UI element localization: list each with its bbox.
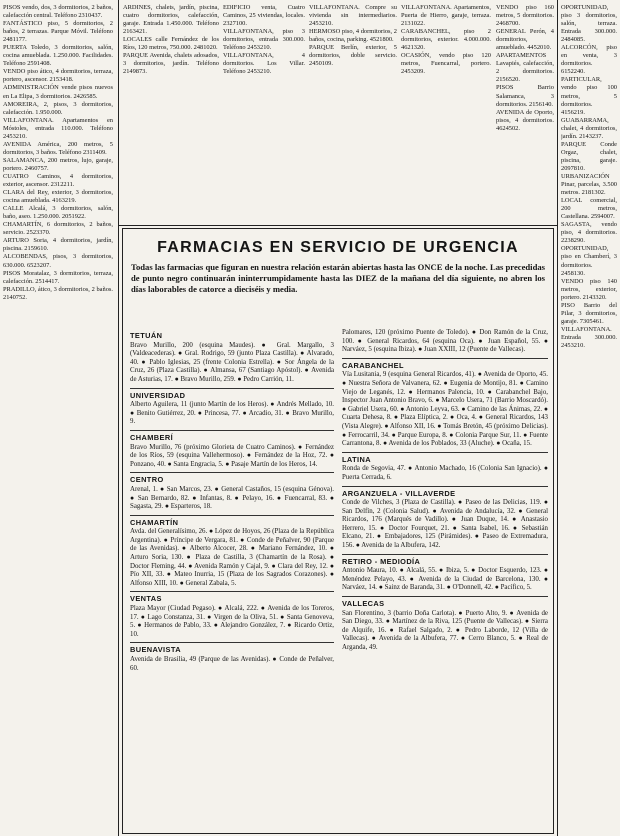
district-separator <box>342 554 548 555</box>
classifieds-column-far-right <box>561 4 617 832</box>
classified-ad: VILLAFONTANA. Entrada 300.000. 2453210. <box>561 325 617 349</box>
district-pharmacy-list: Bravo Murillo, 200 (esquina Maudes). ● Gral. Margallo, 3 (Valdeacederas). ● Gral. Rodrigo, 59 (junto Plaza Castilla). ● Alvarado, 40. ● Pablo Iglesias, 25 (frente Colonia Estrella). ● Sor Ángela de la Cruz, 26 (Plaza Castilla). ● Almansa, 67 (Santiago Apóstol). ● Avenida de Asturias, 17. ● Bravo Murillo, 259. ● Pedro Carrión, 11. <box>130 341 334 383</box>
district-heading: RETIRO - MEDIODÍA <box>342 556 421 566</box>
header-rule <box>119 225 557 226</box>
classified-ad: PARQUE Conde Orgaz, chalet, piscina, garaje. 2097810. <box>561 140 617 172</box>
classified-ad: FANTÁSTICO piso, 5 dormitorios, 2 baños, 2 terrazas. Parque Móvil. Teléfono 2481177. <box>3 20 113 44</box>
classified-ad: ALCOBENDAS, pisos, 3 dormitorios, 630.000. 6523207. <box>3 253 113 269</box>
classified-ad: ADMINISTRACIÓN vende pisos nuevos en La Elipa, 3 dormitorios. 2426585. <box>3 84 113 100</box>
classified-ad: OPORTUNIDAD, piso en Chamberí, 3 dormitorios. 2458130. <box>561 245 617 277</box>
classified-ad: APARTAMENTOS Lavapiés, calefacción, 2 dormitorios. 2156520. <box>496 52 554 84</box>
district-pharmacy-list: Palomares, 120 (próximo Puente de Toledo). ● Don Ramón de la Cruz, 100. ● General Ricardos, 64 (esquina Oca). ● Juan Español, 55. ● Narváez, 5 (esquina Ibiza). ● Juan XXIII, 12 (Puente de Vallecas). <box>342 329 548 354</box>
pharmacy-column-left <box>130 329 334 829</box>
classified-ad: VENDO piso 160 metros, 5 dormitorios. 2468700. <box>496 4 554 28</box>
classified-ad: URBANIZACIÓN Pinar, parcelas, 3.500 metros. 2181302. <box>561 172 617 197</box>
column-divider <box>557 0 558 836</box>
district-heading: CENTRO <box>130 475 164 485</box>
classifieds-column-far-left <box>3 4 113 832</box>
district-pharmacy-list: San Florentino, 3 (barrio Doña Carlota). ● Puerto Alto, 9. ● Avenida de San Diego, 33. ● Martínez de la Riva, 125 (Puente de Vallecas). ● Sierra de Alquife, 16. ● Rafael Salgado, 2. ● Pedro Laborde, 12 (Villa de Vallecas). ● Avenida de la Albufera, 77. ● Cerro Blanco, 5. ● Real de Arganda, 49. <box>342 609 548 651</box>
classified-ad: OCASIÓN, vendo piso 120 metros, Fuencarral, portero. 2453209. <box>401 52 491 76</box>
district-heading: ARGANZUELA - VILLAVERDE <box>342 488 456 498</box>
classified-ad: VILLAFONTANA, piso 3 dormitorios, entrada 300.000. Teléfono 2453210. <box>223 28 305 52</box>
classified-ad: CALLE Alcalá, 3 dormitorios, salón, baño, aseo. 1.250.000. 2051922. <box>3 205 113 221</box>
district-separator <box>130 642 334 643</box>
district-pharmacy-list: Arenal, 1. ● San Marcos, 23. ● General Castaños, 15 (esquina Génova). ● San Bernardo, 82. ● Infantas, 8. ● Pelayo, 16. ● Fuencarral, 83. ● Sagasta, 29. ● Esparteros, 18. <box>130 485 334 511</box>
classifieds-column-top-4 <box>401 4 491 222</box>
classified-ad: LOCAL comercial, 200 metros, Castellana. 2594007. <box>561 197 617 221</box>
classified-ad: PARQUE Avenida, chalets adosados, 3 dormitorios, jardín. Teléfono 2149873. <box>123 52 219 76</box>
classified-ad: PRADILLO, ático, 3 dormitorios, 2 baños. 2140752. <box>3 285 113 301</box>
district-separator <box>342 358 548 359</box>
district-pharmacy-list: Avda. del Generalísimo, 26. ● López de Hoyos, 26 (Plaza de la República Argentina). ● Príncipe de Vergara, 81. ● Conde de Peñalver, 90 (Parque de las Avenidas). ● Alberto Alcocer, 28. ● Mariano Fernández, 10. ● Arturo Soria, 130. ● Plaza de Castilla, 3 (Chamartín de la Rosa). ● Doctor Fleming, 44. ● Avenida Ramón y Cajal, 9. ● Clara del Rey, 12. ● Pío XII, 33. ● Mateo Inurria, 15 (Plaza de los Sagrados Corazones). ● Alfonso XIII, 10. ● General Zabala, 5. <box>130 528 334 587</box>
district-heading: LATINA <box>342 454 371 464</box>
classified-ad: HERMOSO piso, 4 dormitorios, 2 baños, cocina, parking. 4521800. <box>309 28 397 44</box>
classified-ad: PISOS Barrio Salamanca, 3 dormitorios. 2156140. <box>496 84 554 108</box>
classifieds-column-top-2 <box>223 4 305 222</box>
classifieds-column-top-1 <box>123 4 219 222</box>
classified-ad: OPORTUNIDAD, piso 3 dormitorios, salón, terraza. Entrada 300.000. 2484085. <box>561 4 617 44</box>
district-separator <box>342 452 548 453</box>
column-divider <box>118 0 119 836</box>
classifieds-column-top-3 <box>309 4 397 222</box>
classifieds-column-top-5 <box>496 4 554 222</box>
classified-ad: AMOREIRA, 2, pisos, 3 dormitorios, calefacción. 1.950.000. <box>3 100 113 116</box>
district-heading: CARABANCHEL <box>342 360 404 370</box>
classified-ad: VILLAFONTANA. Apartamentos, Puerta de Hierro, garaje, terraza. 2131022. <box>401 4 491 28</box>
pharmacy-box <box>122 228 554 834</box>
classified-ad: VILLAFONTANA, 4 dormitorios. Los Villar. Teléfono 2453210. <box>223 52 305 76</box>
district-heading: TETUÁN <box>130 331 163 340</box>
classified-ad: LOCALES calle Fernández de los Ríos, 120 metros, 750.000. 2481020. <box>123 36 219 52</box>
classified-ad: ARDINES, chalets, jardín, piscina, cuatro dormitorios, calefacción, garaje. Entrada 1.450.000. Teléfono 2163421. <box>123 4 219 36</box>
district-separator <box>130 591 334 592</box>
classified-ad: VENDO piso ático, 4 dormitorios, terraza, portero, ascensor. 2153418. <box>3 68 113 84</box>
district-separator <box>342 596 548 597</box>
district-pharmacy-list: Alberto Aguilera, 11 (junto Martín de los Heros). ● Andrés Mellado, 10. ● Benito Gutiérrez, 20. ● Princesa, 77. ● Arcadio, 31. ● Bravo Murillo, 9. <box>130 401 334 426</box>
classified-ad: GENERAL Perón, 4 dormitorios, amueblado. 4452010. <box>496 28 554 52</box>
classified-ad: CHAMARTÍN, 6 dormitorios, 2 baños, servicio. 2523370. <box>3 221 113 237</box>
classified-ad: CUATRO Caminos, 4 dormitorios, exterior, ascensor. 2312211. <box>3 172 113 189</box>
classified-ad: PISOS vendo, dos, 3 dormitorios, 2 baños, calefacción central. Teléfono 2310437. <box>3 4 113 20</box>
district-heading: VENTAS <box>130 594 162 604</box>
classified-ad: CLARA del Rey, exterior, 3 dormitorios, cocina amueblada. 4163219. <box>3 189 113 205</box>
district-heading: VALLECAS <box>342 599 385 609</box>
district-separator <box>130 388 334 389</box>
district-pharmacy-list: Antonio Maura, 10. ● Alcalá, 55. ● Ibiza, 5. ● Doctor Esquerdo, 123. ● Menéndez Pelayo, 43. ● Avenida de la Ciudad de Barcelona, 130. ● Narváez, 14. ● Sainz de Baranda, 31. ● O'Donnell, 42. ● Pacífico, 5. <box>342 567 548 592</box>
classified-ad: ALCORCÓN, piso en venta, 3 dormitorios. 6152240. <box>561 44 617 76</box>
classified-ad: EDIFICIO venta, Cuatro Caminos, 25 viviendas, locales. 2327100. <box>223 4 305 28</box>
district-pharmacy-list: Bravo Murillo, 76 (próximo Glorieta de Cuatro Caminos). ● Fernández de los Ríos, 59 (esquina Vallehermoso). ● Fernández de la Hoz, 72. ● Ponzano, 40. ● Santa Engracia, 5. ● Pasaje Martín de los Heros, 14. <box>130 443 334 468</box>
classified-ad: PISOS Moratalaz, 3 dormitorios, terraza, calefacción. 2514417. <box>3 269 113 285</box>
classified-ad: VILLAFONTANA. Apartamentos en Móstoles, entrada 110.000. Teléfono 2453210. <box>3 116 113 140</box>
pharmacy-title: FARMACIAS EN SERVICIO DE URGENCIA <box>157 239 519 256</box>
classified-ad: VILLAFONTANA. Compre su vivienda sin intermediarios. 2453210. <box>309 4 397 28</box>
district-separator <box>130 515 334 516</box>
district-pharmacy-list: Vía Lusitania, 9 (esquina General Ricardos, 41). ● Avenida de Oporto, 45. ● Nuestra Señora de Valvanera, 62. ● Eugenia de Montijo, 81. ● Camino Viejo de Leganés, 12. ● Hermanos Palencia, 10. ● Carabanchel Bajo, Inspector Juan Antonio Bravo, 6. ● Marcelo Usera, 71 (Barrio Moscardó). ● Gabriel Usera, 60. ● Antonio Leyva, 63. ● Camino de las Ánimas, 22. ● Cuarta Dehesa, 8. ● Plaza Elíptica, 2. ● Oca, 4. ● General Ricardos, 143 (Vista Alegre). ● Alfonso XII, 16. ● Tomás Bretón, 45 (próximo Delicias). ● Ferrocarril, 34. ● Parque Europa, 8. ● Colonia Parque Sur, 11. ● Fuente Carrantona, 8. ● Avenida de los Poblados, 33 (Aluche). ● Ocaña, 15. <box>342 371 548 448</box>
classified-ad: AVENIDA América, 200 metros, 5 dormitorios, 3 baños. Teléfono 2311409. <box>3 140 113 156</box>
district-heading: BUENAVISTA <box>130 645 181 655</box>
classified-ad: SAGASTA, vendo piso, 4 dormitorios. 2238290. <box>561 221 617 245</box>
classified-ad: PARTICULAR, vendo piso 100 metros, 5 dormitorios. 4156219. <box>561 76 617 116</box>
district-pharmacy-list: Avenida de Brasilia, 49 (Parque de las Avenidas). ● Conde de Peñalver, 60. <box>130 656 334 672</box>
district-pharmacy-list: Ronda de Segovia, 47. ● Antonio Machado, 16 (Colonia San Ignacio). ● Puerta Cerrada, 6. <box>342 465 548 481</box>
district-separator <box>130 472 334 473</box>
district-separator <box>342 486 548 487</box>
district-heading: CHAMARTÍN <box>130 517 179 527</box>
district-pharmacy-list: Conde de Vilches, 3 (Plaza de Castilla). ● Paseo de las Delicias, 119. ● San Delfín, 2 (Colonia Salud). ● Avenida de Andalucía, 32. ● General Ricardos, 176 (Marqués de Vadillo). ● Juan Duque, 14. ● Anastasio Herrero, 15. ● Doctor Fourquet, 21. ● Santa Isabel, 16. ● Sebastián Elcano, 21. ● Embajadores, 125 (Pirámides). ● Paseo de Extremadura, 156. ● Avenida de la Albufera, 142. <box>342 499 548 550</box>
classified-ad: VENDO piso 140 metros, exterior, portero. 2143320. <box>561 277 617 301</box>
classified-ad: AVENIDA de Oporto, pisos, 4 dormitorios. 4624502. <box>496 108 554 132</box>
classified-ad: GUABARRAMA, chalet, 4 dormitorios, jardín. 2143237. <box>561 116 617 140</box>
district-heading: UNIVERSIDAD <box>130 390 186 400</box>
classified-ad: PISO Barrio del Pilar, 3 dormitorios, garaje. 7305461. <box>561 301 617 325</box>
district-separator <box>130 430 334 431</box>
classified-ad: CARABANCHEL, piso 2 dormitorios, exterior. 4.000.000. 4621320. <box>401 28 491 52</box>
classified-ad: PARQUE Berlín, exterior, 5 dormitorios, doble servicio. 2450109. <box>309 44 397 68</box>
district-heading: CHAMBERÍ <box>130 432 174 442</box>
pharmacy-intro: Todas las farmacias que figuran en nuestra relación estarán abiertas hasta las ONCE de la noche. Las precedidas de punto negro continuarán ininterrumpidamente hasta las DIEZ de la mañana del día siguiente, no abren los días laborables de catorce a dieciséis y media. <box>131 262 545 295</box>
district-pharmacy-list: Plaza Mayor (Ciudad Pegaso). ● Alcalá, 222. ● Avenida de los Toreros, 17. ● Lago Constanza, 31. ● Virgen de la Oliva, 51. ● Santa Genoveva, 5. ● Hermanos de Pablo, 33. ● Alejandro González, 7. ● Ricardo Ortiz, 10. <box>130 605 334 638</box>
pharmacy-column-right <box>342 329 548 829</box>
classified-ad: ARTURO Soria, 4 dormitorios, jardín, piscina. 2159610. <box>3 237 113 253</box>
classified-ad: PUERTA Toledo, 3 dormitorios, salón, cocina amueblada. 1.250.000. Facilidades. Teléfono 2591408. <box>3 44 113 68</box>
classified-ad: SALAMANCA, 200 metros, lujo, garaje, portero. 2460757. <box>3 156 113 172</box>
